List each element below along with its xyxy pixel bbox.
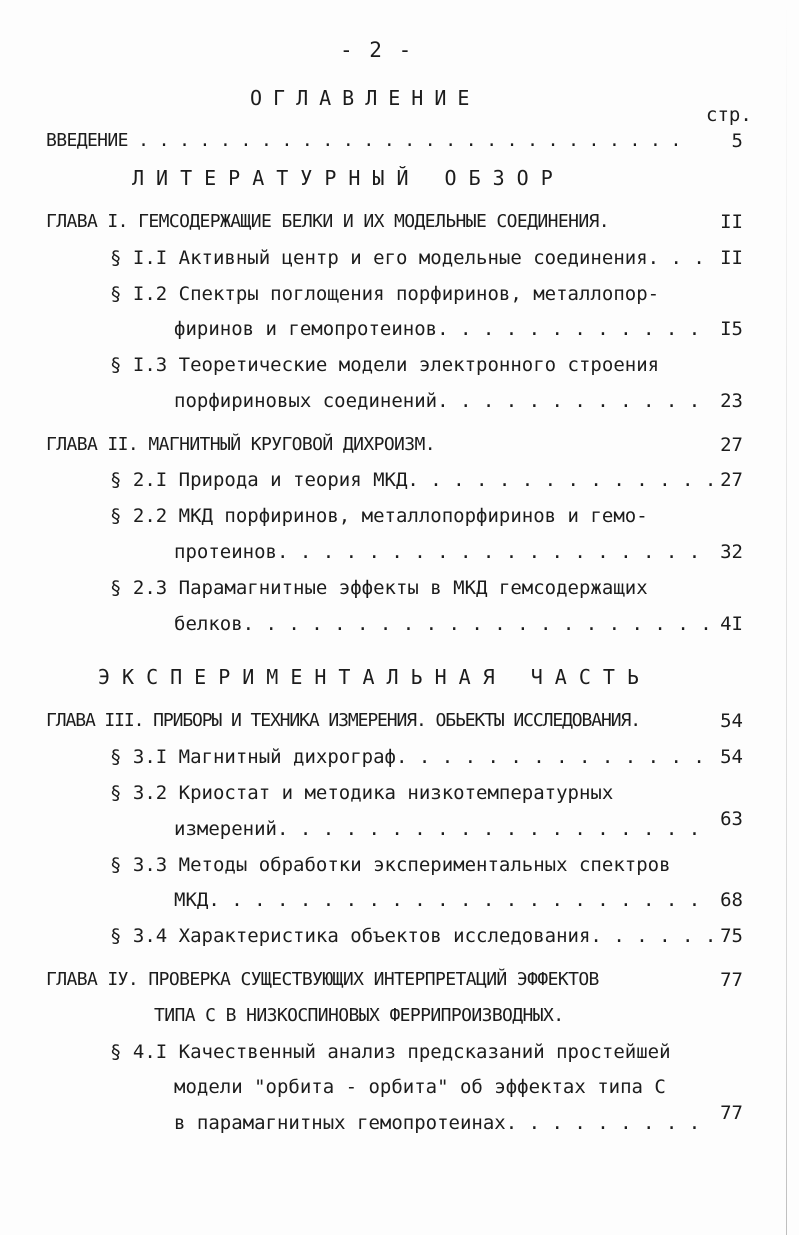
toc-section-3-3-cont[interactable]: МКД. . . . . . . . . . . . . . . . . . . . . . bbox=[174, 889, 701, 911]
toc-chapter-1[interactable]: ГЛАВА I. ГЕМСОДЕРЖАЩИЕ БЕЛКИ И ИХ МОДЕЛЬНЫЕ СОЕДИНЕНИЯ. bbox=[46, 211, 610, 232]
toc-page-section-4-1: 77 bbox=[720, 1102, 743, 1124]
toc-section-1-2-cont[interactable]: фиринов и гемопротеинов. . . . . . . . . . . . bbox=[174, 318, 701, 340]
toc-section-2-1[interactable]: § 2.I Природа и теория МКД. . . . . . . . . . . . . . bbox=[110, 469, 717, 491]
toc-section-1-3-cont[interactable]: порфириновых соединений. . . . . . . . . . . . bbox=[174, 390, 701, 412]
toc-section-4-1[interactable]: § 4.I Качественный анализ предсказаний простейшей bbox=[110, 1041, 671, 1063]
toc-section-4-1-cont2[interactable]: в парамагнитных гемопротеинах. . . . . . . . . bbox=[174, 1112, 701, 1134]
toc-page-section-2-1: 27 bbox=[720, 469, 743, 491]
toc-page-section-1-3: 23 bbox=[720, 390, 743, 412]
toc-section-3-4[interactable]: § 3.4 Характеристика объектов исследования. . . . . . bbox=[110, 925, 717, 947]
toc-page-chapter-3: 54 bbox=[720, 710, 743, 732]
toc-section-2-3-cont[interactable]: белков. . . . . . . . . . . . . . . . . . . . . bbox=[174, 613, 712, 635]
toc-section-2-2[interactable]: § 2.2 МКД порфиринов, металлопорфиринов и гемо- bbox=[110, 505, 648, 527]
toc-section-1-1[interactable]: § I.I Активный центр и его модельные соединения. . . bbox=[110, 247, 705, 269]
toc-page-section-1-2: I5 bbox=[720, 318, 743, 340]
toc-section-4-1-cont[interactable]: модели "орбита - орбита" об эффектах типа С bbox=[174, 1076, 666, 1098]
toc-entry-introduction[interactable]: ВВЕДЕНИЕ . . . . . . . . . . . . . . . . . . . . . . . . . . . bbox=[46, 130, 681, 151]
toc-chapter-4-cont[interactable]: ТИПА С В НИЗКОСПИНОВЫХ ФЕРРИПРОИЗВОДНЫХ. bbox=[154, 1005, 564, 1026]
toc-section-2-2-cont[interactable]: протеинов. . . . . . . . . . . . . . . . . . . bbox=[174, 541, 701, 563]
toc-chapter-3[interactable]: ГЛАВА III. ПРИБОРЫ И ТЕХНИКА ИЗМЕРЕНИЯ. ОБЬЕКТЫ ИССЛЕДОВАНИЯ. bbox=[46, 710, 640, 731]
toc-page-section-3-1: 54 bbox=[720, 746, 743, 768]
toc-section-1-3[interactable]: § I.3 Теоретические модели электронного строения bbox=[110, 354, 660, 376]
toc-section-3-2-cont[interactable]: измерений. . . . . . . . . . . . . . . . . . . bbox=[174, 818, 701, 840]
toc-page-section-3-2: 63 bbox=[720, 808, 743, 830]
toc-section-3-1[interactable]: § 3.I Магнитный дихрограф. . . . . . . . . . . . . . bbox=[110, 746, 705, 768]
toc-section-3-2[interactable]: § 3.2 Криостат и методика низкотемпературных bbox=[110, 782, 614, 804]
toc-section-2-3[interactable]: § 2.3 Парамагнитные эффекты в МКД гемсодержащих bbox=[110, 577, 648, 599]
toc-page-chapter-2: 27 bbox=[720, 434, 743, 456]
toc-page-section-2-2: 32 bbox=[720, 541, 743, 563]
toc-page-section-3-3: 68 bbox=[720, 889, 743, 911]
toc-chapter-4[interactable]: ГЛАВА IУ. ПРОВЕРКА СУЩЕСТВУЮЩИХ ИНТЕРПРЕТАЦИЙ ЭФФЕКТОВ bbox=[46, 969, 599, 990]
toc-page-introduction: 5 bbox=[731, 130, 743, 152]
toc-section-1-2[interactable]: § I.2 Спектры поглощения порфиринов, металлопор- bbox=[110, 283, 660, 305]
toc-page-section-3-4: 75 bbox=[720, 925, 743, 947]
section-title-experimental: ЭКСПЕРИМЕНТАЛЬНАЯ ЧАСТЬ bbox=[98, 665, 651, 689]
page-number: - 2 - bbox=[340, 38, 414, 62]
page-column-header: стр. bbox=[706, 104, 752, 126]
toc-title: ОГЛАВЛЕНИЕ bbox=[250, 86, 481, 110]
toc-page-section-2-3: 4I bbox=[720, 613, 743, 635]
toc-page-chapter-4: 77 bbox=[720, 969, 743, 991]
toc-page-section-1-1: II bbox=[720, 247, 743, 269]
toc-page-chapter-1: II bbox=[720, 211, 743, 233]
toc-section-3-3[interactable]: § 3.3 Методы обработки экспериментальных спектров bbox=[110, 854, 671, 876]
toc-chapter-2[interactable]: ГЛАВА II. МАГНИТНЫЙ КРУГОВОЙ ДИХРОИЗМ. bbox=[46, 434, 436, 455]
scan-edge-shadow bbox=[786, 0, 787, 1235]
section-title-literature-review: ЛИТЕРАТУРНЫЙ ОБЗОР bbox=[132, 166, 565, 190]
